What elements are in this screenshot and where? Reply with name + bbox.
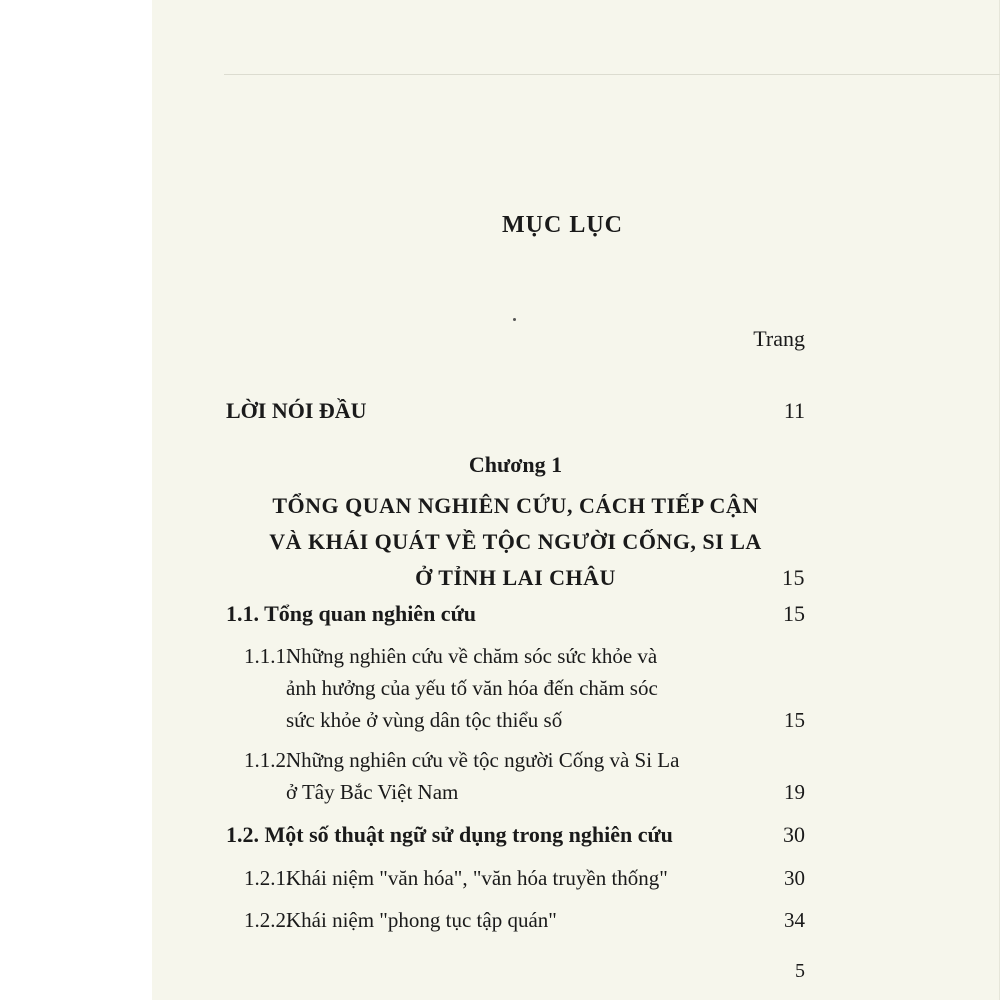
entry-page: 15 <box>783 601 805 626</box>
entry-page: 30 <box>783 822 805 847</box>
page-column-label: Trang <box>753 326 805 351</box>
entry-line: Khái niệm "văn hóa", "văn hóa truyền thống" <box>286 866 668 890</box>
entry-label: 1.2. Một số thuật ngữ sử dụng trong nghiên cứu <box>226 822 673 847</box>
chapter-label: Chương 1 <box>468 452 563 477</box>
entry-number: 1.2.1. <box>244 866 292 890</box>
header-rule <box>224 74 1000 75</box>
chapter-title-line: TỔNG QUAN NGHIÊN CỨU, CÁCH TIẾP CẬN <box>272 493 759 518</box>
entry-line: sức khỏe ở vùng dân tộc thiểu số <box>286 708 563 732</box>
print-speck <box>513 318 516 321</box>
entry-line: ở Tây Bắc Việt Nam <box>286 780 459 804</box>
entry-page: 11 <box>783 398 805 423</box>
entry-line: ảnh hưởng của yếu tố văn hóa đến chăm sóc <box>286 676 658 700</box>
toc-title: MỤC LỤC <box>502 212 623 238</box>
entry-page: 34 <box>784 908 805 932</box>
page-number: 5 <box>795 960 805 982</box>
entry-number: 1.1.1. <box>244 644 292 668</box>
toc-entry-subsection[interactable] <box>244 862 805 894</box>
entry-label: LỜI NÓI ĐẦU <box>226 398 367 423</box>
entry-page: 15 <box>784 708 805 732</box>
entry-label: 1.1. Tổng quan nghiên cứu <box>226 601 477 626</box>
toc-entry-preface[interactable] <box>226 394 805 427</box>
toc-entry-section[interactable] <box>226 818 805 851</box>
entry-page: 15 <box>782 565 805 590</box>
entry-number: 1.1.2. <box>244 748 292 772</box>
entry-page: 30 <box>784 866 805 890</box>
chapter-title-line: VÀ KHÁI QUÁT VỀ TỘC NGƯỜI CỐNG, SI LA <box>269 529 762 554</box>
toc-entry-subsection[interactable] <box>244 904 805 936</box>
entry-line: Những nghiên cứu về chăm sóc sức khỏe và <box>286 644 658 668</box>
entry-number: 1.2.2. <box>244 908 292 932</box>
toc-entry-subsection[interactable] <box>244 744 805 808</box>
entry-line: Khái niệm "phong tục tập quán" <box>286 908 557 932</box>
entry-line: Những nghiên cứu về tộc người Cống và Si La <box>286 748 680 772</box>
toc-entry-subsection[interactable] <box>244 640 805 736</box>
chapter-title[interactable] <box>226 488 805 596</box>
entry-page: 19 <box>784 780 805 804</box>
chapter-title-line: Ở TỈNH LAI CHÂU <box>415 565 616 590</box>
toc-entry-section[interactable] <box>226 597 805 630</box>
